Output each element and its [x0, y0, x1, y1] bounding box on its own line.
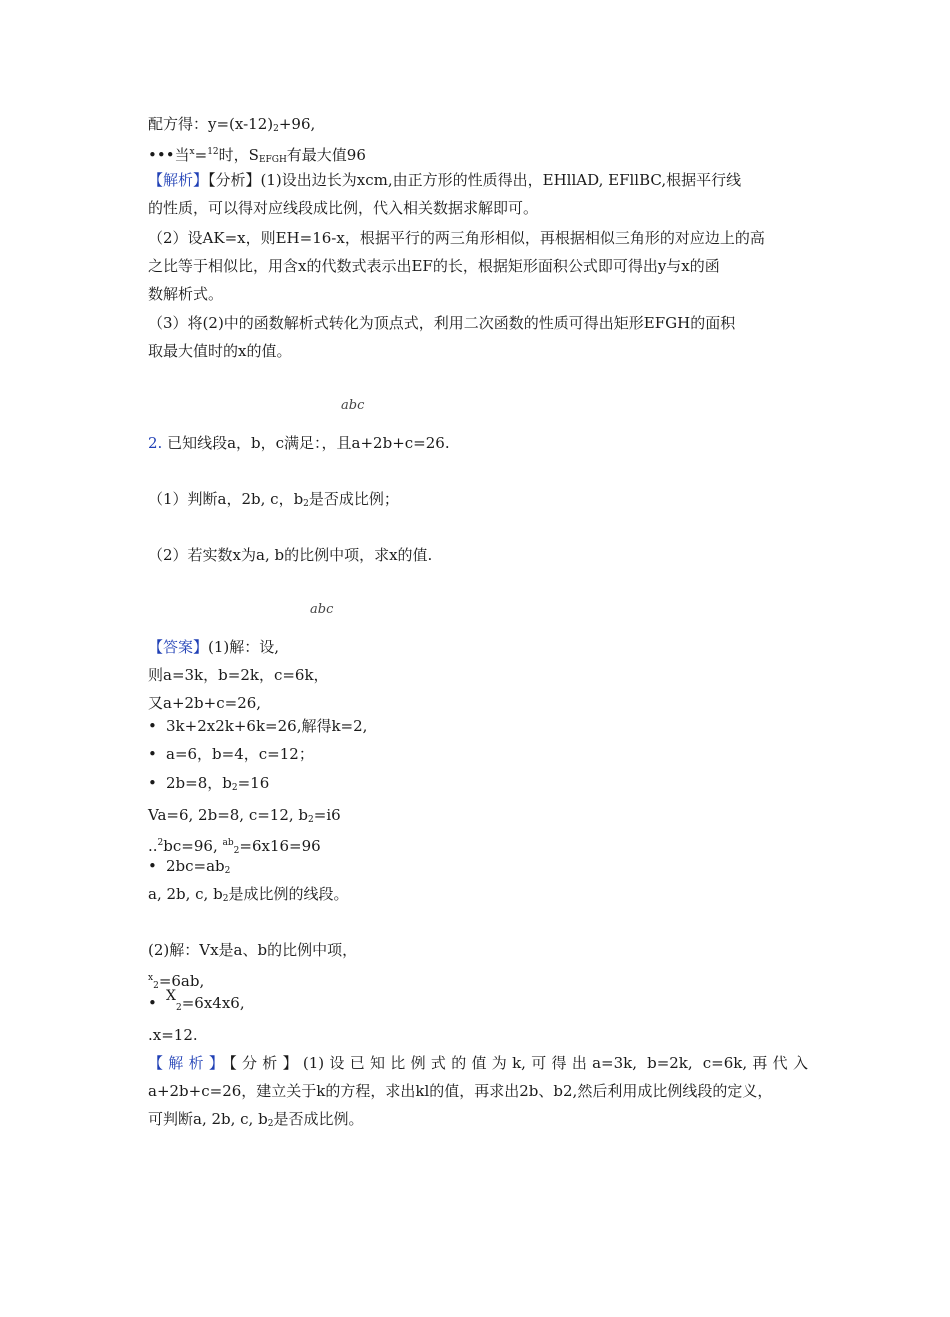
superscript: x	[148, 973, 154, 983]
subscript: EFGH	[258, 155, 287, 165]
jiexi-tag: 【解析】	[148, 171, 209, 189]
text: 有最大值96	[286, 146, 366, 164]
answer-part-2-line-3	[148, 988, 245, 1018]
text: =	[194, 146, 208, 164]
text: X	[166, 988, 176, 1004]
superscript: 12	[207, 147, 219, 157]
subscript: 2	[231, 783, 238, 793]
superscript: ab	[222, 838, 234, 848]
text: =6ab,	[158, 972, 205, 990]
text: +96,	[278, 115, 316, 133]
answer-line-2: 则a=3k，b=2k，c=6k，	[148, 666, 329, 684]
text: 是否成比例；	[308, 490, 399, 508]
text: 已知线段a，b，c满足：，且a+2b+c=26.	[167, 434, 450, 452]
text: 是否成比例。	[273, 1110, 364, 1128]
text: =6x16=96	[239, 837, 321, 855]
analysis-paragraph-1	[148, 170, 741, 190]
analysis2-line-3	[148, 1109, 363, 1134]
bullet-icon: •	[148, 994, 157, 1012]
bullet-icon: •	[148, 745, 157, 763]
answer-part-2-line-1: (2)解：Vx是a、b的比例中项，	[148, 941, 358, 959]
bullet-icon: •	[148, 717, 157, 735]
subscript: 2	[267, 1119, 274, 1129]
question-number: 2.	[148, 434, 163, 452]
answer-part-2-line-2	[148, 968, 204, 996]
text: =6x4x6,	[181, 994, 245, 1012]
analysis-paragraph-2-line-1: （2）设AK=x，则EH=16-x，根据平行的两三角形相似，再根据相似三角形的对应边上的高	[148, 229, 765, 247]
answer-line-3: 又a+2b+c=26,	[148, 694, 262, 712]
line-completing-square	[148, 114, 315, 139]
question-2-sub-1	[148, 489, 399, 514]
answer-bullet-4	[148, 856, 230, 881]
text: 2bc=ab	[166, 857, 225, 875]
text: =16	[237, 774, 270, 792]
superscript: x	[189, 147, 195, 157]
subscript: 2	[273, 124, 279, 134]
text: bc=96,	[163, 837, 218, 855]
analysis2-line-1	[148, 1053, 808, 1073]
text: a, 2b, c, b	[148, 885, 223, 903]
text: •••当	[148, 146, 190, 164]
fenxi-tag: 【分析】	[208, 171, 261, 189]
subscript: 2	[153, 981, 159, 991]
subscript: 2	[222, 894, 229, 904]
analysis-paragraph-3-line-1: （3）将(2)中的函数解析式转化为顶点式，利用二次函数的性质可得出矩形EFGH的面积	[148, 314, 736, 332]
answer-bullet-2	[148, 744, 314, 764]
text: 是成比例的线段。	[228, 885, 349, 903]
bullet-icon: •	[148, 774, 157, 792]
analysis2-line-2: a+2b+c=26，建立关于k的方程，求出kl的值，再求出2b、b2,然后利用成比例线段的定义，	[148, 1082, 773, 1100]
text: 3k+2x2k+6k=26,解得k=2,	[166, 717, 368, 735]
text: (1)设已知比例式的值为k,可得出a=3k, b=2k, c=6k,再代入	[302, 1054, 808, 1072]
subscript: 2	[224, 866, 231, 876]
answer-tag: 【答案】	[148, 638, 209, 656]
text: (1)设出边长为xcm,由正方形的性质得出，EHllAD, EFllBC,根据平行线	[260, 171, 742, 189]
subscript: 2	[308, 815, 314, 825]
bullet-icon: •	[148, 857, 157, 875]
question-2-stem	[148, 433, 450, 453]
math-fraction-remnant: abc	[310, 602, 334, 617]
text: a=6，b=4，c=12；	[166, 745, 314, 763]
answer-line-values	[148, 805, 341, 830]
jiexi-tag: 【解析】	[148, 1054, 230, 1072]
text: (1)解：设,	[208, 638, 280, 656]
superscript: 2	[157, 838, 164, 848]
question-2-sub-2: （2）若实数x为a, b的比例中项，求x的值.	[148, 546, 433, 564]
analysis-paragraph-2-line-2: 之比等于相似比，用含x的代数式表示出EF的长，根据矩形面积公式即可得出y与x的函	[148, 257, 720, 275]
analysis-paragraph-1-line-2: 的性质，可以得对应线段成比例，代入相关数据求解即可。	[148, 199, 539, 217]
answer-line-1	[148, 637, 279, 657]
text: 2b=8，b	[166, 774, 232, 792]
subscript: 2	[303, 499, 309, 509]
text: 可判断a, 2b, c, b	[148, 1110, 268, 1128]
text: 时，S	[218, 146, 259, 164]
text: ..	[148, 837, 158, 855]
answer-part-2-result: .x=12.	[148, 1026, 198, 1044]
answer-bullet-3	[148, 773, 269, 798]
analysis-paragraph-3-line-2: 取最大值时的x的值。	[148, 342, 292, 360]
subscript: 2	[175, 1003, 182, 1013]
answer-conclusion-1	[148, 884, 348, 909]
line-max-value	[148, 142, 366, 170]
text: =i6	[313, 806, 341, 824]
text: 配方得：y=(x-12)	[148, 115, 274, 133]
subscript: 2	[233, 846, 240, 856]
text: Va=6, 2b=8, c=12, b	[148, 806, 309, 824]
analysis-paragraph-2-line-3: 数解析式。	[148, 285, 224, 303]
math-fraction-remnant: abc	[341, 398, 365, 413]
answer-bullet-1	[148, 716, 367, 736]
text: （1）判断a，2b, c，b	[148, 490, 304, 508]
fenxi-tag: 【分析】	[229, 1054, 303, 1072]
